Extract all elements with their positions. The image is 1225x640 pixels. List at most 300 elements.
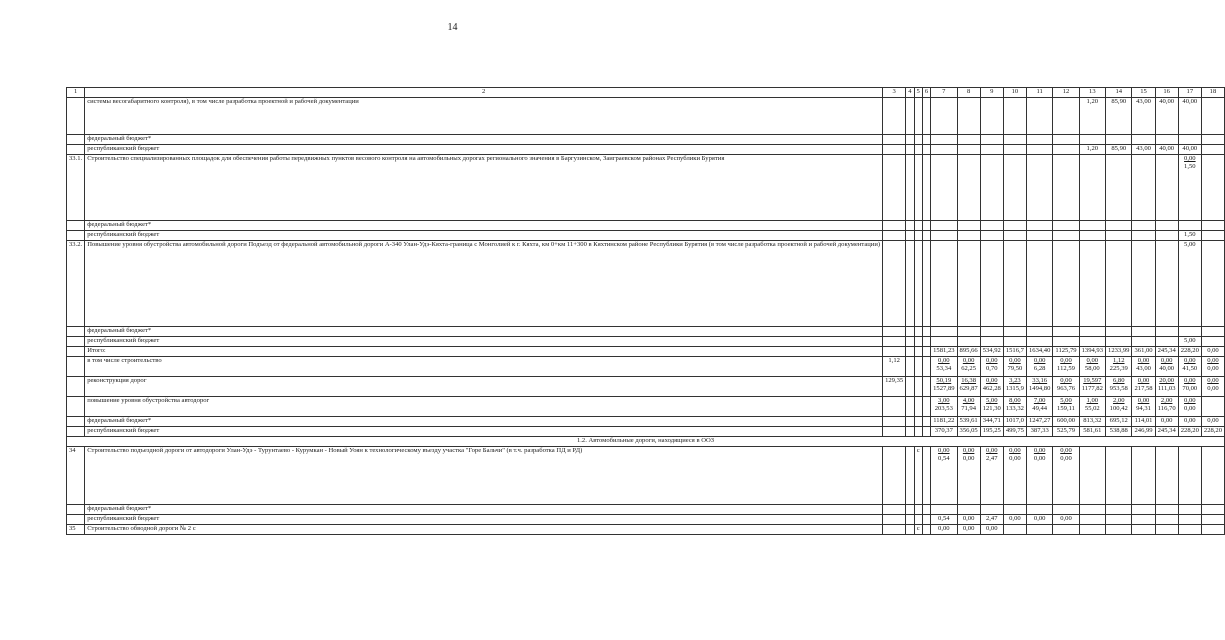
- table-row: [67, 447, 1225, 505]
- value-cell: 5,00: [1178, 337, 1201, 347]
- row-description: Строительство обводной дороги № 2 с: [85, 525, 883, 535]
- program-table: [66, 87, 1225, 535]
- value-cell: [1106, 135, 1132, 145]
- value-cell: [906, 427, 914, 437]
- value-cell: [1155, 327, 1178, 337]
- value-cell: 129,35: [883, 377, 906, 397]
- table-row: [67, 377, 1225, 397]
- value-cell: 344,71: [980, 417, 1003, 427]
- row-number: [67, 231, 85, 241]
- value-cell: 20,00 111,03: [1155, 377, 1178, 397]
- value-cell: [914, 347, 922, 357]
- value-cell: [1178, 525, 1201, 535]
- table-row: [67, 397, 1225, 417]
- value-cell: 539,61: [957, 417, 980, 427]
- value-cell: [914, 241, 922, 327]
- value-cell: 40,00: [1155, 98, 1178, 135]
- value-cell: [957, 221, 980, 231]
- value-cell: [883, 525, 906, 535]
- value-cell: [914, 515, 922, 525]
- value-cell: [980, 505, 1003, 515]
- value-cell: [1155, 241, 1178, 327]
- value-cell: 6,80 953,58: [1106, 377, 1132, 397]
- value-cell: [1079, 525, 1105, 535]
- value-cell: [1026, 135, 1052, 145]
- value-cell: [1079, 221, 1105, 231]
- row-description: повышение уровня обустройства автодорог: [85, 397, 883, 417]
- value-cell: 0,00: [957, 515, 980, 525]
- value-cell: [1026, 145, 1052, 155]
- row-number: [67, 515, 85, 525]
- value-cell: [1079, 135, 1105, 145]
- value-cell: [980, 221, 1003, 231]
- value-cell: 3,23 1315,9: [1003, 377, 1026, 397]
- value-cell: [1106, 515, 1132, 525]
- value-cell: [883, 427, 906, 437]
- value-cell: [1106, 155, 1132, 221]
- value-cell: [1106, 327, 1132, 337]
- value-cell: 50,19 1527,89: [931, 377, 957, 397]
- table-row: [67, 327, 1225, 337]
- value-cell: [931, 337, 957, 347]
- section-row: [67, 437, 1225, 447]
- value-cell: [914, 135, 922, 145]
- value-cell: [1201, 231, 1224, 241]
- value-cell: с: [914, 525, 922, 535]
- value-cell: [1155, 221, 1178, 231]
- value-cell: [906, 145, 914, 155]
- value-cell: 0,00: [1201, 417, 1224, 427]
- value-cell: [883, 337, 906, 347]
- value-cell: 0,00 0,54: [931, 447, 957, 505]
- value-cell: [914, 397, 922, 417]
- value-cell: [1003, 327, 1026, 337]
- value-cell: [931, 145, 957, 155]
- value-cell: 0,54: [931, 515, 957, 525]
- value-cell: 0,00 94,31: [1132, 397, 1155, 417]
- value-cell: [1178, 327, 1201, 337]
- value-cell: [1003, 98, 1026, 135]
- value-cell: 0,00 462,28: [980, 377, 1003, 397]
- value-cell: [1079, 447, 1105, 505]
- value-cell: [1026, 241, 1052, 327]
- value-cell: [1201, 155, 1224, 221]
- value-cell: 0,00 0,00: [1053, 447, 1079, 505]
- value-cell: [1053, 155, 1079, 221]
- value-cell: [1132, 221, 1155, 231]
- value-cell: 40,00: [1178, 145, 1201, 155]
- value-cell: [957, 145, 980, 155]
- value-cell: 0,00 0,00: [1026, 447, 1052, 505]
- value-cell: [1201, 221, 1224, 231]
- value-cell: [1155, 337, 1178, 347]
- value-cell: 4,00 71,94: [957, 397, 980, 417]
- value-cell: [1079, 327, 1105, 337]
- value-cell: [1132, 327, 1155, 337]
- value-cell: [1053, 135, 1079, 145]
- value-cell: [1026, 231, 1052, 241]
- value-cell: [922, 347, 930, 357]
- value-cell: [1106, 221, 1132, 231]
- value-cell: 16,38 629,87: [957, 377, 980, 397]
- value-cell: [906, 231, 914, 241]
- value-cell: [1106, 525, 1132, 535]
- value-cell: [957, 505, 980, 515]
- value-cell: [1201, 145, 1224, 155]
- row-description: федеральный бюджет*: [85, 135, 883, 145]
- value-cell: 1,12 225,39: [1106, 357, 1132, 377]
- row-number: [67, 505, 85, 515]
- value-cell: 0,00: [1178, 417, 1201, 427]
- value-cell: [1026, 155, 1052, 221]
- value-cell: [1155, 525, 1178, 535]
- header-cell: 18: [1201, 88, 1224, 98]
- value-cell: [1201, 447, 1224, 505]
- row-description: Повышение уровня обустройства автомобильной дороги Подъезд от федеральной автомобильной дороги А-340 Улан-Удэ-Кяхта-граница с Монголией к г. Кяхта, км 0+км 11+300 в Кяхтинском районе Республики Бурятия (в том числе разработка проектной и рабочей документации): [85, 241, 883, 327]
- value-cell: 0,00 2,47: [980, 447, 1003, 505]
- value-cell: [1053, 221, 1079, 231]
- value-cell: [922, 155, 930, 221]
- value-cell: [906, 377, 914, 397]
- row-number: [67, 135, 85, 145]
- value-cell: 228,20: [1178, 427, 1201, 437]
- row-number: [67, 397, 85, 417]
- value-cell: 0,00 217,58: [1132, 377, 1155, 397]
- value-cell: [922, 357, 930, 377]
- value-cell: [1155, 447, 1178, 505]
- table-row: [67, 221, 1225, 231]
- value-cell: [1106, 231, 1132, 241]
- value-cell: [906, 327, 914, 337]
- table-row: [67, 427, 1225, 437]
- value-cell: [1201, 98, 1224, 135]
- value-cell: 534,92: [980, 347, 1003, 357]
- value-cell: [883, 347, 906, 357]
- value-cell: [1155, 155, 1178, 221]
- value-cell: [1155, 505, 1178, 515]
- row-number: [67, 98, 85, 135]
- value-cell: [914, 377, 922, 397]
- value-cell: [1053, 241, 1079, 327]
- value-cell: 0,00 1,50: [1178, 155, 1201, 221]
- value-cell: 0,00 41,50: [1178, 357, 1201, 377]
- value-cell: 5,00: [1178, 241, 1201, 327]
- value-cell: [980, 231, 1003, 241]
- row-description: федеральный бюджет*: [85, 505, 883, 515]
- value-cell: [980, 241, 1003, 327]
- value-cell: [1003, 135, 1026, 145]
- value-cell: [906, 525, 914, 535]
- header-cell: 1: [67, 88, 85, 98]
- table-row: [67, 337, 1225, 347]
- table-row: [67, 155, 1225, 221]
- value-cell: 370,37: [931, 427, 957, 437]
- value-cell: [1026, 221, 1052, 231]
- value-cell: [1003, 145, 1026, 155]
- value-cell: 1247,27: [1026, 417, 1052, 427]
- value-cell: 8,00 133,32: [1003, 397, 1026, 417]
- value-cell: [957, 327, 980, 337]
- value-cell: [1053, 145, 1079, 155]
- value-cell: [1003, 505, 1026, 515]
- value-cell: 0,00: [957, 525, 980, 535]
- value-cell: [1106, 337, 1132, 347]
- value-cell: 19,597 1177,82: [1079, 377, 1105, 397]
- value-cell: [914, 221, 922, 231]
- value-cell: [914, 357, 922, 377]
- row-description: республиканский бюджет: [85, 231, 883, 241]
- value-cell: 0,00 0,00: [1003, 447, 1026, 505]
- value-cell: [922, 221, 930, 231]
- value-cell: [957, 98, 980, 135]
- value-cell: [931, 98, 957, 135]
- value-cell: [1079, 515, 1105, 525]
- value-cell: [906, 98, 914, 135]
- value-cell: 1,12: [883, 357, 906, 377]
- value-cell: [980, 145, 1003, 155]
- value-cell: [906, 505, 914, 515]
- value-cell: [906, 135, 914, 145]
- value-cell: [1053, 98, 1079, 135]
- value-cell: [883, 98, 906, 135]
- table-row: [67, 357, 1225, 377]
- value-cell: 0,00 58,00: [1079, 357, 1105, 377]
- value-cell: [914, 417, 922, 427]
- value-cell: [922, 98, 930, 135]
- header-cell: 4: [906, 88, 914, 98]
- value-cell: [1106, 505, 1132, 515]
- value-cell: 5,00 121,30: [980, 397, 1003, 417]
- value-cell: 0,00 0,00: [1201, 377, 1224, 397]
- value-cell: [1079, 337, 1105, 347]
- value-cell: 33,16 1494,80: [1026, 377, 1052, 397]
- value-cell: [883, 135, 906, 145]
- value-cell: [883, 145, 906, 155]
- value-cell: 695,12: [1106, 417, 1132, 427]
- value-cell: 813,32: [1079, 417, 1105, 427]
- table-row: [67, 525, 1225, 535]
- value-cell: [883, 327, 906, 337]
- value-cell: [931, 155, 957, 221]
- row-number: [67, 347, 85, 357]
- value-cell: [1079, 241, 1105, 327]
- row-description: Строительство специализированных площадок для обеспечения работы передвижных пунктов весового контроля на автомобильных дорогах регионального значения в Баргузинском, Заиграевском районах Республики Бурятия: [85, 155, 883, 221]
- value-cell: [1026, 525, 1052, 535]
- value-cell: 1,50: [1178, 231, 1201, 241]
- value-cell: 0,00: [1155, 417, 1178, 427]
- value-cell: [914, 98, 922, 135]
- value-cell: [1132, 447, 1155, 505]
- value-cell: 0,00 0,00: [1178, 397, 1201, 417]
- value-cell: 40,00: [1178, 98, 1201, 135]
- row-description: республиканский бюджет: [85, 427, 883, 437]
- value-cell: [1053, 327, 1079, 337]
- value-cell: 387,33: [1026, 427, 1052, 437]
- value-cell: 2,00 100,42: [1106, 397, 1132, 417]
- value-cell: 1017,0: [1003, 417, 1026, 427]
- value-cell: 0,00 70,00: [1178, 377, 1201, 397]
- row-number: 34: [67, 447, 85, 505]
- table-row: [67, 231, 1225, 241]
- header-cell: 5: [914, 88, 922, 98]
- header-cell: 2: [85, 88, 883, 98]
- value-cell: 245,34: [1155, 347, 1178, 357]
- value-cell: 43,00: [1132, 98, 1155, 135]
- value-cell: [922, 145, 930, 155]
- value-cell: [906, 337, 914, 347]
- table-row: [67, 417, 1225, 427]
- value-cell: [931, 505, 957, 515]
- value-cell: [1026, 98, 1052, 135]
- value-cell: [883, 155, 906, 221]
- value-cell: [1178, 135, 1201, 145]
- row-number: 33.1.: [67, 155, 85, 221]
- row-description: Итого:: [85, 347, 883, 357]
- row-number: [67, 327, 85, 337]
- value-cell: [931, 327, 957, 337]
- value-cell: [931, 231, 957, 241]
- table-row: [67, 241, 1225, 327]
- header-cell: 8: [957, 88, 980, 98]
- value-cell: 356,05: [957, 427, 980, 437]
- value-cell: [922, 231, 930, 241]
- table-row: [67, 145, 1225, 155]
- value-cell: [883, 447, 906, 505]
- value-cell: [980, 327, 1003, 337]
- value-cell: 1634,40: [1026, 347, 1052, 357]
- value-cell: [1053, 525, 1079, 535]
- value-cell: [883, 505, 906, 515]
- value-cell: 0,00 0,70: [980, 357, 1003, 377]
- value-cell: [906, 241, 914, 327]
- value-cell: [1155, 231, 1178, 241]
- value-cell: 228,20: [1178, 347, 1201, 357]
- value-cell: [1053, 337, 1079, 347]
- value-cell: [1132, 231, 1155, 241]
- value-cell: 245,34: [1155, 427, 1178, 437]
- value-cell: [906, 347, 914, 357]
- value-cell: [1201, 525, 1224, 535]
- value-cell: 5,00 159,11: [1053, 397, 1079, 417]
- value-cell: 499,75: [1003, 427, 1026, 437]
- value-cell: 0,00: [1026, 515, 1052, 525]
- table-row: [67, 347, 1225, 357]
- value-cell: [883, 417, 906, 427]
- header-cell: 13: [1079, 88, 1105, 98]
- value-cell: [957, 231, 980, 241]
- value-cell: [914, 327, 922, 337]
- value-cell: 85,90: [1106, 98, 1132, 135]
- value-cell: 1125,79: [1053, 347, 1079, 357]
- header-cell: 10: [1003, 88, 1026, 98]
- value-cell: 1581,23: [931, 347, 957, 357]
- header-row: [67, 88, 1225, 98]
- value-cell: [914, 505, 922, 515]
- value-cell: [914, 231, 922, 241]
- value-cell: 581,61: [1079, 427, 1105, 437]
- value-cell: 0,00 0,00: [1201, 357, 1224, 377]
- value-cell: 0,00: [931, 525, 957, 535]
- value-cell: 0,00 6,28: [1026, 357, 1052, 377]
- value-cell: [1201, 337, 1224, 347]
- row-number: [67, 427, 85, 437]
- value-cell: 0,00 963,76: [1053, 377, 1079, 397]
- value-cell: [922, 135, 930, 145]
- row-number: 35: [67, 525, 85, 535]
- value-cell: 1,20: [1079, 98, 1105, 135]
- value-cell: 0,00 53,34: [931, 357, 957, 377]
- row-description: республиканский бюджет: [85, 145, 883, 155]
- header-cell: 15: [1132, 88, 1155, 98]
- value-cell: [1003, 221, 1026, 231]
- value-cell: [914, 155, 922, 221]
- value-cell: 0,00 112,59: [1053, 357, 1079, 377]
- value-cell: [980, 337, 1003, 347]
- value-cell: 600,00: [1053, 417, 1079, 427]
- value-cell: 1394,93: [1079, 347, 1105, 357]
- value-cell: [1178, 221, 1201, 231]
- value-cell: [931, 241, 957, 327]
- value-cell: 43,00: [1132, 145, 1155, 155]
- value-cell: [1079, 231, 1105, 241]
- header-cell: 12: [1053, 88, 1079, 98]
- value-cell: [1026, 327, 1052, 337]
- value-cell: [931, 135, 957, 145]
- header-cell: 14: [1106, 88, 1132, 98]
- row-number: [67, 357, 85, 377]
- value-cell: [1178, 515, 1201, 525]
- value-cell: [906, 417, 914, 427]
- value-cell: 0,00 0,00: [957, 447, 980, 505]
- value-cell: [883, 221, 906, 231]
- value-cell: [906, 397, 914, 417]
- row-description: федеральный бюджет*: [85, 417, 883, 427]
- table-row: [67, 135, 1225, 145]
- value-cell: [1079, 155, 1105, 221]
- row-number: [67, 337, 85, 347]
- value-cell: [957, 337, 980, 347]
- value-cell: [883, 397, 906, 417]
- value-cell: [883, 231, 906, 241]
- value-cell: [980, 98, 1003, 135]
- value-cell: 246,99: [1132, 427, 1155, 437]
- value-cell: 1181,22: [931, 417, 957, 427]
- value-cell: 0,00: [1053, 515, 1079, 525]
- value-cell: [1155, 135, 1178, 145]
- value-cell: 1,00 55,02: [1079, 397, 1105, 417]
- value-cell: 85,90: [1106, 145, 1132, 155]
- value-cell: 228,20: [1201, 427, 1224, 437]
- value-cell: [1003, 241, 1026, 327]
- section-title: 1.2. Автомобильные дороги, находящиеся в ООЗ: [67, 437, 1225, 447]
- value-cell: [922, 241, 930, 327]
- value-cell: [1155, 515, 1178, 525]
- row-description: республиканский бюджет: [85, 515, 883, 525]
- value-cell: 538,88: [1106, 427, 1132, 437]
- row-description: реконструкция дорог: [85, 377, 883, 397]
- value-cell: [1003, 155, 1026, 221]
- value-cell: [914, 337, 922, 347]
- value-cell: 1,20: [1079, 145, 1105, 155]
- value-cell: [922, 417, 930, 427]
- value-cell: 1233,99: [1106, 347, 1132, 357]
- value-cell: [922, 377, 930, 397]
- value-cell: [1132, 515, 1155, 525]
- value-cell: 2,47: [980, 515, 1003, 525]
- value-cell: [906, 515, 914, 525]
- value-cell: [1178, 447, 1201, 505]
- value-cell: [1026, 505, 1052, 515]
